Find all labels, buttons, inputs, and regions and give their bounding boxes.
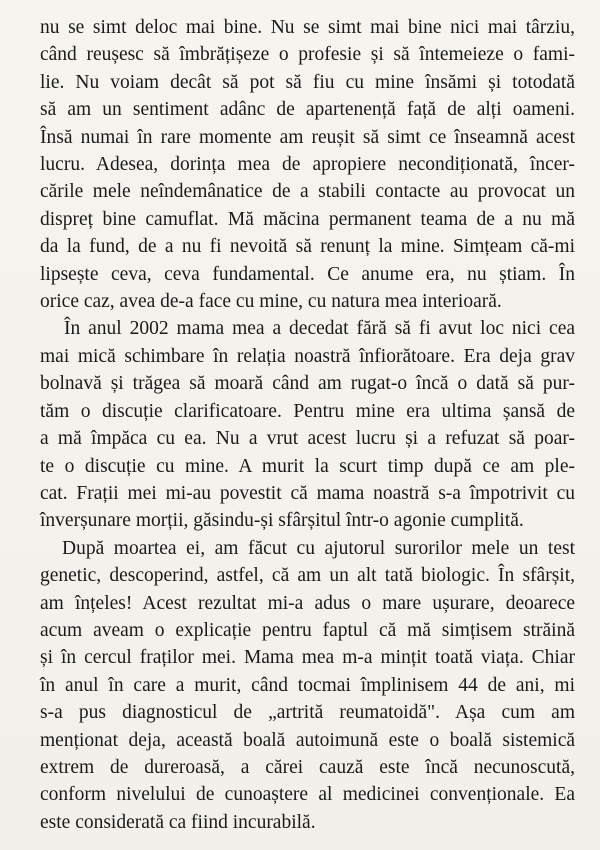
text-line: a mă împăca cu ea. Nu a vrut acest lucru și a refuzat să poar- [40, 428, 575, 450]
text-line: am înțeles! Acest rezultat mi-a adus o mare ușurare, deoarece [40, 592, 575, 614]
text-line: orice caz, avea de-a face cu mine, cu natura mea interioară. [40, 291, 502, 313]
text-line: nu se simt deloc mai bine. Nu se simt mai bine nici mai târziu, [40, 17, 575, 38]
text-line: înverșunare morții, găsindu-și sfârșitul într-o agonie cumplită. [40, 510, 524, 532]
text-line: tăm o discuție clarificatoare. Pentru mine era ultima șansă de [40, 400, 575, 422]
text-line: lipsește ceva, ceva fundamental. Ce anume era, nu știam. În [40, 263, 575, 285]
text-line: s-a pus diagnosticul de „artrită reumatoidă". Așa cum am [40, 702, 575, 724]
paragraph-1 [40, 14, 575, 315]
text-line: te o discuție cu mine. A murit la scurt timp după ce am ple- [40, 455, 575, 477]
text-line: bolnavă și trăgea să moară când am rugat-o încă o dată să pur- [40, 373, 575, 395]
paragraph-3 [40, 535, 575, 836]
text-line: cările mele neîndemânatice de a stabili contacte au provocat un [40, 181, 575, 203]
text-line: După moartea ei, am făcut cu ajutorul surorilor mele un test [62, 537, 575, 559]
text-line: menționat deja, această boală autoimună este o boală sistemică [40, 729, 575, 751]
text-line: când reușesc să îmbrățișeze o profesie și să întemeieze o fami- [40, 44, 575, 66]
page-text [40, 14, 575, 836]
text-line: acum aveam o explicație pentru faptul că mă simțisem străină [40, 619, 575, 641]
text-line: conform nivelului de cunoaștere al medicinei convenționale. Ea [40, 784, 575, 806]
text-line: Însă numai în rare momente am reușit să simt ce înseamnă acest [40, 126, 575, 148]
text-line: lucru. Adesea, dorința mea de apropiere necondiționată, încer- [40, 154, 575, 176]
text-line: și în cercul fraților mei. Mama mea m-a mințit toată viața. Chiar [40, 647, 575, 669]
text-line: genetic, descoperind, astfel, că am un alt tată biologic. În sfârșit, [40, 565, 575, 587]
paragraph-2 [40, 315, 575, 534]
text-line: În anul 2002 mama mea a decedat fără să fi avut loc nici cea [64, 318, 575, 340]
text-line: lie. Nu voiam decât să pot să fiu cu mine însămi și totodată [40, 71, 575, 93]
text-line: în anul în care a murit, când tocmai împlinisem 44 de ani, mi [40, 674, 575, 696]
text-line: mai mică schimbare în relația noastră înfiorătoare. Era deja grav [40, 345, 575, 367]
text-line: dispreț bine camuflat. Mă măcina permanent teama de a nu mă [40, 208, 575, 230]
text-line: da la fund, de a nu fi nevoită să renunț la mine. Simțeam că-mi [40, 236, 575, 258]
text-line: cat. Frații mei mi-au povestit că mama noastră s-a împotrivit cu [40, 482, 575, 504]
text-line: este considerată ca fiind incurabilă. [40, 811, 316, 833]
text-line: extrem de dureroasă, a cărei cauză este încă necunoscută, [40, 756, 575, 778]
text-line: să am un sentiment adânc de apartenență față de alți oameni. [40, 99, 575, 121]
